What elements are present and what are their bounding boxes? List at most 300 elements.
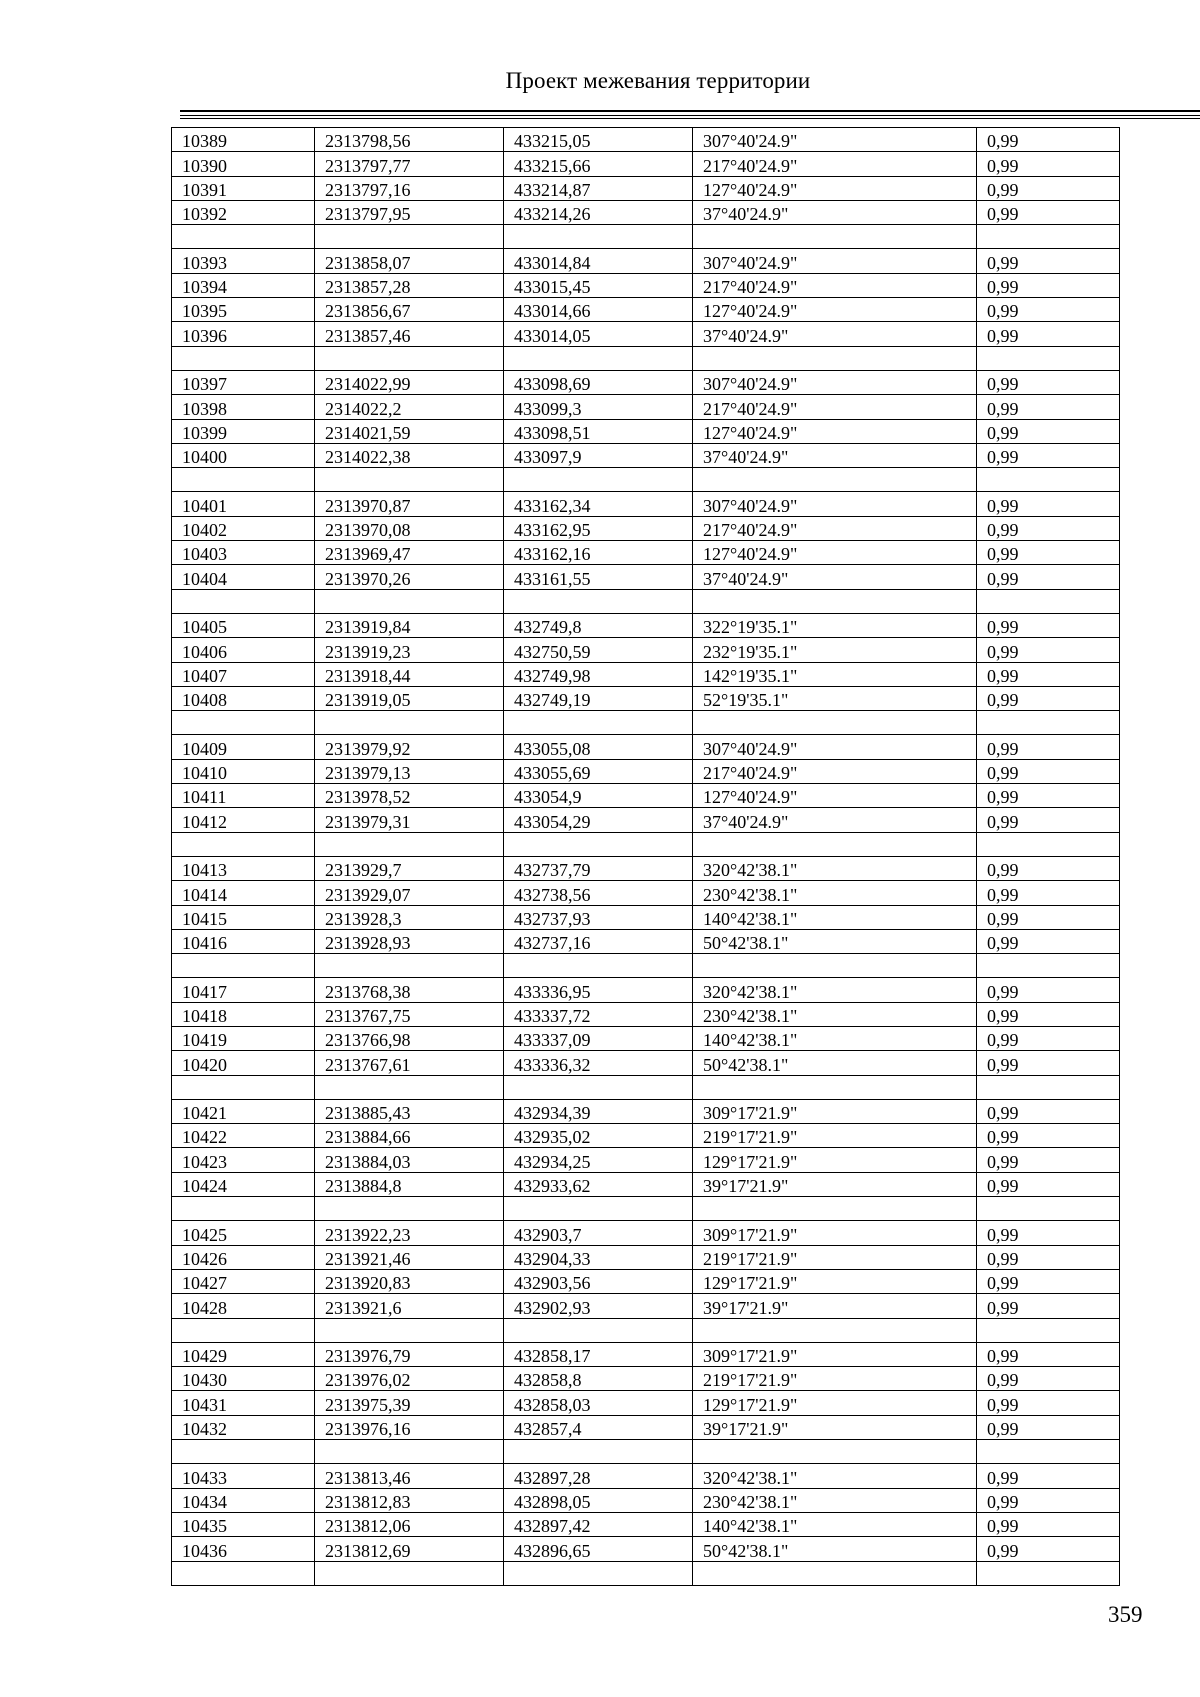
x-coordinate-cell: 2313922,23 <box>315 1221 504 1245</box>
y-coordinate-cell: 433337,09 <box>504 1026 693 1050</box>
length-cell: 0,99 <box>977 443 1120 467</box>
point-number-cell: 10422 <box>172 1124 315 1148</box>
table-row <box>172 1488 1120 1512</box>
y-coordinate-cell: 432750,59 <box>504 638 693 662</box>
point-number-cell: 10411 <box>172 784 315 808</box>
y-coordinate-cell: 432898,05 <box>504 1488 693 1512</box>
direction-angle-cell: 309°17'21.9" <box>693 1221 977 1245</box>
table-separator-row <box>172 1197 1120 1221</box>
direction-angle-cell: 307°40'24.9" <box>693 128 977 152</box>
length-cell: 0,99 <box>977 856 1120 880</box>
direction-angle-cell: 39°17'21.9" <box>693 1294 977 1318</box>
table-separator-row <box>172 711 1120 735</box>
point-number-cell: 10400 <box>172 443 315 467</box>
point-number-cell: 10427 <box>172 1269 315 1293</box>
empty-cell <box>172 346 315 370</box>
direction-angle-cell: 230°42'38.1" <box>693 1488 977 1512</box>
point-number-cell: 10425 <box>172 1221 315 1245</box>
point-number-cell: 10418 <box>172 1002 315 1026</box>
empty-cell <box>504 1318 693 1342</box>
length-cell: 0,99 <box>977 735 1120 759</box>
x-coordinate-cell: 2313978,52 <box>315 784 504 808</box>
table-row <box>172 395 1120 419</box>
point-number-cell: 10390 <box>172 152 315 176</box>
empty-cell <box>977 1561 1120 1585</box>
direction-angle-cell: 217°40'24.9" <box>693 759 977 783</box>
table-row <box>172 735 1120 759</box>
point-number-cell: 10394 <box>172 273 315 297</box>
point-number-cell: 10420 <box>172 1051 315 1075</box>
empty-cell <box>977 954 1120 978</box>
table-row <box>172 978 1120 1002</box>
x-coordinate-cell: 2313976,79 <box>315 1342 504 1366</box>
length-cell: 0,99 <box>977 322 1120 346</box>
length-cell: 0,99 <box>977 1051 1120 1075</box>
table-separator-row <box>172 1561 1120 1585</box>
empty-cell <box>315 1440 504 1464</box>
empty-cell <box>504 589 693 613</box>
x-coordinate-cell: 2314022,99 <box>315 370 504 394</box>
x-coordinate-cell: 2313797,77 <box>315 152 504 176</box>
empty-cell <box>504 954 693 978</box>
point-number-cell: 10402 <box>172 516 315 540</box>
y-coordinate-cell: 432737,16 <box>504 929 693 953</box>
table-row <box>172 492 1120 516</box>
x-coordinate-cell: 2313976,16 <box>315 1415 504 1439</box>
empty-cell <box>504 1197 693 1221</box>
direction-angle-cell: 142°19'35.1" <box>693 662 977 686</box>
y-coordinate-cell: 433015,45 <box>504 273 693 297</box>
empty-cell <box>693 832 977 856</box>
y-coordinate-cell: 432858,17 <box>504 1342 693 1366</box>
empty-cell <box>504 468 693 492</box>
empty-cell <box>504 711 693 735</box>
y-coordinate-cell: 432897,28 <box>504 1464 693 1488</box>
header-rule-thin-2 <box>180 118 1200 119</box>
length-cell: 0,99 <box>977 808 1120 832</box>
x-coordinate-cell: 2313928,3 <box>315 905 504 929</box>
direction-angle-cell: 307°40'24.9" <box>693 370 977 394</box>
empty-cell <box>504 1561 693 1585</box>
point-number-cell: 10414 <box>172 881 315 905</box>
length-cell: 0,99 <box>977 1342 1120 1366</box>
table-row <box>172 881 1120 905</box>
point-number-cell: 10435 <box>172 1512 315 1536</box>
empty-cell <box>693 954 977 978</box>
point-number-cell: 10409 <box>172 735 315 759</box>
y-coordinate-cell: 433162,16 <box>504 541 693 565</box>
direction-angle-cell: 37°40'24.9" <box>693 200 977 224</box>
point-number-cell: 10392 <box>172 200 315 224</box>
empty-cell <box>504 832 693 856</box>
point-number-cell: 10393 <box>172 249 315 273</box>
direction-angle-cell: 50°42'38.1" <box>693 929 977 953</box>
empty-cell <box>504 1075 693 1099</box>
length-cell: 0,99 <box>977 1488 1120 1512</box>
direction-angle-cell: 127°40'24.9" <box>693 298 977 322</box>
x-coordinate-cell: 2313979,92 <box>315 735 504 759</box>
point-number-cell: 10407 <box>172 662 315 686</box>
point-number-cell: 10413 <box>172 856 315 880</box>
x-coordinate-cell: 2313929,7 <box>315 856 504 880</box>
x-coordinate-cell: 2313919,23 <box>315 638 504 662</box>
direction-angle-cell: 320°42'38.1" <box>693 1464 977 1488</box>
table-row <box>172 1172 1120 1196</box>
empty-cell <box>693 589 977 613</box>
y-coordinate-cell: 433215,66 <box>504 152 693 176</box>
point-number-cell: 10395 <box>172 298 315 322</box>
y-coordinate-cell: 433214,87 <box>504 176 693 200</box>
direction-angle-cell: 37°40'24.9" <box>693 565 977 589</box>
empty-cell <box>977 832 1120 856</box>
direction-angle-cell: 307°40'24.9" <box>693 249 977 273</box>
length-cell: 0,99 <box>977 784 1120 808</box>
x-coordinate-cell: 2313813,46 <box>315 1464 504 1488</box>
table-separator-row <box>172 346 1120 370</box>
length-cell: 0,99 <box>977 370 1120 394</box>
y-coordinate-cell: 432903,56 <box>504 1269 693 1293</box>
point-number-cell: 10416 <box>172 929 315 953</box>
length-cell: 0,99 <box>977 273 1120 297</box>
x-coordinate-cell: 2314022,2 <box>315 395 504 419</box>
x-coordinate-cell: 2313812,06 <box>315 1512 504 1536</box>
length-cell: 0,99 <box>977 1537 1120 1561</box>
empty-cell <box>693 468 977 492</box>
empty-cell <box>172 711 315 735</box>
table-row <box>172 419 1120 443</box>
y-coordinate-cell: 432896,65 <box>504 1537 693 1561</box>
y-coordinate-cell: 433161,55 <box>504 565 693 589</box>
x-coordinate-cell: 2313797,95 <box>315 200 504 224</box>
x-coordinate-cell: 2313858,07 <box>315 249 504 273</box>
empty-cell <box>504 225 693 249</box>
empty-cell <box>504 1440 693 1464</box>
y-coordinate-cell: 432738,56 <box>504 881 693 905</box>
x-coordinate-cell: 2313979,13 <box>315 759 504 783</box>
direction-angle-cell: 37°40'24.9" <box>693 443 977 467</box>
y-coordinate-cell: 432857,4 <box>504 1415 693 1439</box>
table-row <box>172 298 1120 322</box>
table-row <box>172 541 1120 565</box>
direction-angle-cell: 127°40'24.9" <box>693 541 977 565</box>
empty-cell <box>315 954 504 978</box>
point-number-cell: 10404 <box>172 565 315 589</box>
x-coordinate-cell: 2313884,8 <box>315 1172 504 1196</box>
y-coordinate-cell: 432858,03 <box>504 1391 693 1415</box>
x-coordinate-cell: 2314022,38 <box>315 443 504 467</box>
direction-angle-cell: 217°40'24.9" <box>693 273 977 297</box>
table-row <box>172 856 1120 880</box>
direction-angle-cell: 217°40'24.9" <box>693 395 977 419</box>
empty-cell <box>977 1075 1120 1099</box>
length-cell: 0,99 <box>977 1464 1120 1488</box>
length-cell: 0,99 <box>977 1002 1120 1026</box>
table-row <box>172 784 1120 808</box>
x-coordinate-cell: 2313797,16 <box>315 176 504 200</box>
point-number-cell: 10424 <box>172 1172 315 1196</box>
direction-angle-cell: 217°40'24.9" <box>693 516 977 540</box>
x-coordinate-cell: 2313970,87 <box>315 492 504 516</box>
y-coordinate-cell: 432737,79 <box>504 856 693 880</box>
direction-angle-cell: 307°40'24.9" <box>693 735 977 759</box>
direction-angle-cell: 307°40'24.9" <box>693 492 977 516</box>
y-coordinate-cell: 432749,98 <box>504 662 693 686</box>
empty-cell <box>315 468 504 492</box>
length-cell: 0,99 <box>977 613 1120 637</box>
empty-cell <box>172 225 315 249</box>
empty-cell <box>693 711 977 735</box>
empty-cell <box>172 832 315 856</box>
length-cell: 0,99 <box>977 1415 1120 1439</box>
y-coordinate-cell: 432935,02 <box>504 1124 693 1148</box>
direction-angle-cell: 129°17'21.9" <box>693 1269 977 1293</box>
point-number-cell: 10417 <box>172 978 315 1002</box>
point-number-cell: 10410 <box>172 759 315 783</box>
point-number-cell: 10412 <box>172 808 315 832</box>
table-row <box>172 516 1120 540</box>
length-cell: 0,99 <box>977 1124 1120 1148</box>
table-row <box>172 1148 1120 1172</box>
y-coordinate-cell: 433014,84 <box>504 249 693 273</box>
table-row <box>172 443 1120 467</box>
y-coordinate-cell: 432737,93 <box>504 905 693 929</box>
table-row <box>172 322 1120 346</box>
point-number-cell: 10391 <box>172 176 315 200</box>
y-coordinate-cell: 433014,66 <box>504 298 693 322</box>
empty-cell <box>977 468 1120 492</box>
point-number-cell: 10423 <box>172 1148 315 1172</box>
direction-angle-cell: 322°19'35.1" <box>693 613 977 637</box>
direction-angle-cell: 50°42'38.1" <box>693 1051 977 1075</box>
point-number-cell: 10431 <box>172 1391 315 1415</box>
table-row <box>172 1221 1120 1245</box>
empty-cell <box>315 1197 504 1221</box>
x-coordinate-cell: 2313857,28 <box>315 273 504 297</box>
x-coordinate-cell: 2313920,83 <box>315 1269 504 1293</box>
y-coordinate-cell: 432897,42 <box>504 1512 693 1536</box>
table-row <box>172 1269 1120 1293</box>
y-coordinate-cell: 432904,33 <box>504 1245 693 1269</box>
length-cell: 0,99 <box>977 565 1120 589</box>
y-coordinate-cell: 433054,29 <box>504 808 693 832</box>
empty-cell <box>315 1561 504 1585</box>
y-coordinate-cell: 433098,69 <box>504 370 693 394</box>
y-coordinate-cell: 432903,7 <box>504 1221 693 1245</box>
point-number-cell: 10408 <box>172 686 315 710</box>
direction-angle-cell: 309°17'21.9" <box>693 1099 977 1123</box>
empty-cell <box>977 1197 1120 1221</box>
table-row <box>172 1051 1120 1075</box>
direction-angle-cell: 230°42'38.1" <box>693 881 977 905</box>
x-coordinate-cell: 2313884,03 <box>315 1148 504 1172</box>
empty-cell <box>315 1075 504 1099</box>
table-separator-row <box>172 225 1120 249</box>
length-cell: 0,99 <box>977 759 1120 783</box>
empty-cell <box>315 346 504 370</box>
x-coordinate-cell: 2313885,43 <box>315 1099 504 1123</box>
point-number-cell: 10436 <box>172 1537 315 1561</box>
point-number-cell: 10429 <box>172 1342 315 1366</box>
x-coordinate-cell: 2313919,84 <box>315 613 504 637</box>
empty-cell <box>693 225 977 249</box>
length-cell: 0,99 <box>977 200 1120 224</box>
x-coordinate-cell: 2313766,98 <box>315 1026 504 1050</box>
y-coordinate-cell: 433162,34 <box>504 492 693 516</box>
direction-angle-cell: 320°42'38.1" <box>693 856 977 880</box>
y-coordinate-cell: 432934,39 <box>504 1099 693 1123</box>
empty-cell <box>172 468 315 492</box>
length-cell: 0,99 <box>977 1172 1120 1196</box>
empty-cell <box>172 1440 315 1464</box>
length-cell: 0,99 <box>977 638 1120 662</box>
point-number-cell: 10415 <box>172 905 315 929</box>
direction-angle-cell: 50°42'38.1" <box>693 1537 977 1561</box>
coordinates-table-body <box>172 128 1120 1586</box>
length-cell: 0,99 <box>977 1269 1120 1293</box>
table-row <box>172 662 1120 686</box>
page-number: 359 <box>1108 1602 1143 1627</box>
y-coordinate-cell: 433336,95 <box>504 978 693 1002</box>
y-coordinate-cell: 433097,9 <box>504 443 693 467</box>
x-coordinate-cell: 2313970,26 <box>315 565 504 589</box>
length-cell: 0,99 <box>977 1391 1120 1415</box>
table-row <box>172 686 1120 710</box>
table-row <box>172 613 1120 637</box>
table-row <box>172 638 1120 662</box>
length-cell: 0,99 <box>977 1294 1120 1318</box>
point-number-cell: 10389 <box>172 128 315 152</box>
length-cell: 0,99 <box>977 1026 1120 1050</box>
empty-cell <box>172 1561 315 1585</box>
length-cell: 0,99 <box>977 395 1120 419</box>
empty-cell <box>315 225 504 249</box>
y-coordinate-cell: 433098,51 <box>504 419 693 443</box>
table-separator-row <box>172 1318 1120 1342</box>
x-coordinate-cell: 2314021,59 <box>315 419 504 443</box>
direction-angle-cell: 127°40'24.9" <box>693 419 977 443</box>
length-cell: 0,99 <box>977 249 1120 273</box>
x-coordinate-cell: 2313857,46 <box>315 322 504 346</box>
x-coordinate-cell: 2313970,08 <box>315 516 504 540</box>
x-coordinate-cell: 2313921,6 <box>315 1294 504 1318</box>
table-row <box>172 1124 1120 1148</box>
table-row <box>172 808 1120 832</box>
x-coordinate-cell: 2313919,05 <box>315 686 504 710</box>
length-cell: 0,99 <box>977 978 1120 1002</box>
table-row <box>172 200 1120 224</box>
x-coordinate-cell: 2313812,83 <box>315 1488 504 1512</box>
direction-angle-cell: 219°17'21.9" <box>693 1245 977 1269</box>
empty-cell <box>315 589 504 613</box>
y-coordinate-cell: 433214,26 <box>504 200 693 224</box>
y-coordinate-cell: 433054,9 <box>504 784 693 808</box>
table-separator-row <box>172 1440 1120 1464</box>
y-coordinate-cell: 432749,19 <box>504 686 693 710</box>
x-coordinate-cell: 2313767,61 <box>315 1051 504 1075</box>
direction-angle-cell: 52°19'35.1" <box>693 686 977 710</box>
x-coordinate-cell: 2313767,75 <box>315 1002 504 1026</box>
table-row <box>172 759 1120 783</box>
table-row <box>172 152 1120 176</box>
direction-angle-cell: 37°40'24.9" <box>693 322 977 346</box>
direction-angle-cell: 129°17'21.9" <box>693 1391 977 1415</box>
length-cell: 0,99 <box>977 1512 1120 1536</box>
point-number-cell: 10434 <box>172 1488 315 1512</box>
x-coordinate-cell: 2313918,44 <box>315 662 504 686</box>
point-number-cell: 10428 <box>172 1294 315 1318</box>
empty-cell <box>693 1440 977 1464</box>
point-number-cell: 10401 <box>172 492 315 516</box>
length-cell: 0,99 <box>977 419 1120 443</box>
table-separator-row <box>172 468 1120 492</box>
empty-cell <box>693 1561 977 1585</box>
header-rule-thick <box>180 110 1200 112</box>
y-coordinate-cell: 433014,05 <box>504 322 693 346</box>
table-row <box>172 1026 1120 1050</box>
table-separator-row <box>172 832 1120 856</box>
x-coordinate-cell: 2313768,38 <box>315 978 504 1002</box>
coordinates-table <box>171 127 1120 1586</box>
x-coordinate-cell: 2313856,67 <box>315 298 504 322</box>
table-row <box>172 1391 1120 1415</box>
length-cell: 0,99 <box>977 1099 1120 1123</box>
y-coordinate-cell: 432933,62 <box>504 1172 693 1196</box>
direction-angle-cell: 39°17'21.9" <box>693 1415 977 1439</box>
table-row <box>172 249 1120 273</box>
length-cell: 0,99 <box>977 929 1120 953</box>
point-number-cell: 10396 <box>172 322 315 346</box>
empty-cell <box>172 1197 315 1221</box>
table-row <box>172 1464 1120 1488</box>
table-row <box>172 370 1120 394</box>
y-coordinate-cell: 433099,3 <box>504 395 693 419</box>
point-number-cell: 10419 <box>172 1026 315 1050</box>
direction-angle-cell: 140°42'38.1" <box>693 905 977 929</box>
empty-cell <box>315 711 504 735</box>
y-coordinate-cell: 432902,93 <box>504 1294 693 1318</box>
empty-cell <box>977 225 1120 249</box>
point-number-cell: 10399 <box>172 419 315 443</box>
page-header-title: Проект межевания территории <box>505 68 811 93</box>
empty-cell <box>977 1440 1120 1464</box>
empty-cell <box>504 346 693 370</box>
point-number-cell: 10432 <box>172 1415 315 1439</box>
direction-angle-cell: 309°17'21.9" <box>693 1342 977 1366</box>
point-number-cell: 10421 <box>172 1099 315 1123</box>
empty-cell <box>977 711 1120 735</box>
length-cell: 0,99 <box>977 686 1120 710</box>
length-cell: 0,99 <box>977 1367 1120 1391</box>
x-coordinate-cell: 2313976,02 <box>315 1367 504 1391</box>
table-row <box>172 929 1120 953</box>
table-row <box>172 1002 1120 1026</box>
point-number-cell: 10398 <box>172 395 315 419</box>
empty-cell <box>172 1075 315 1099</box>
point-number-cell: 10397 <box>172 370 315 394</box>
direction-angle-cell: 37°40'24.9" <box>693 808 977 832</box>
empty-cell <box>693 1318 977 1342</box>
empty-cell <box>315 832 504 856</box>
direction-angle-cell: 39°17'21.9" <box>693 1172 977 1196</box>
table-separator-row <box>172 1075 1120 1099</box>
table-row <box>172 1415 1120 1439</box>
x-coordinate-cell: 2313798,56 <box>315 128 504 152</box>
table-row <box>172 1245 1120 1269</box>
direction-angle-cell: 217°40'24.9" <box>693 152 977 176</box>
y-coordinate-cell: 433215,05 <box>504 128 693 152</box>
direction-angle-cell: 230°42'38.1" <box>693 1002 977 1026</box>
y-coordinate-cell: 433055,08 <box>504 735 693 759</box>
